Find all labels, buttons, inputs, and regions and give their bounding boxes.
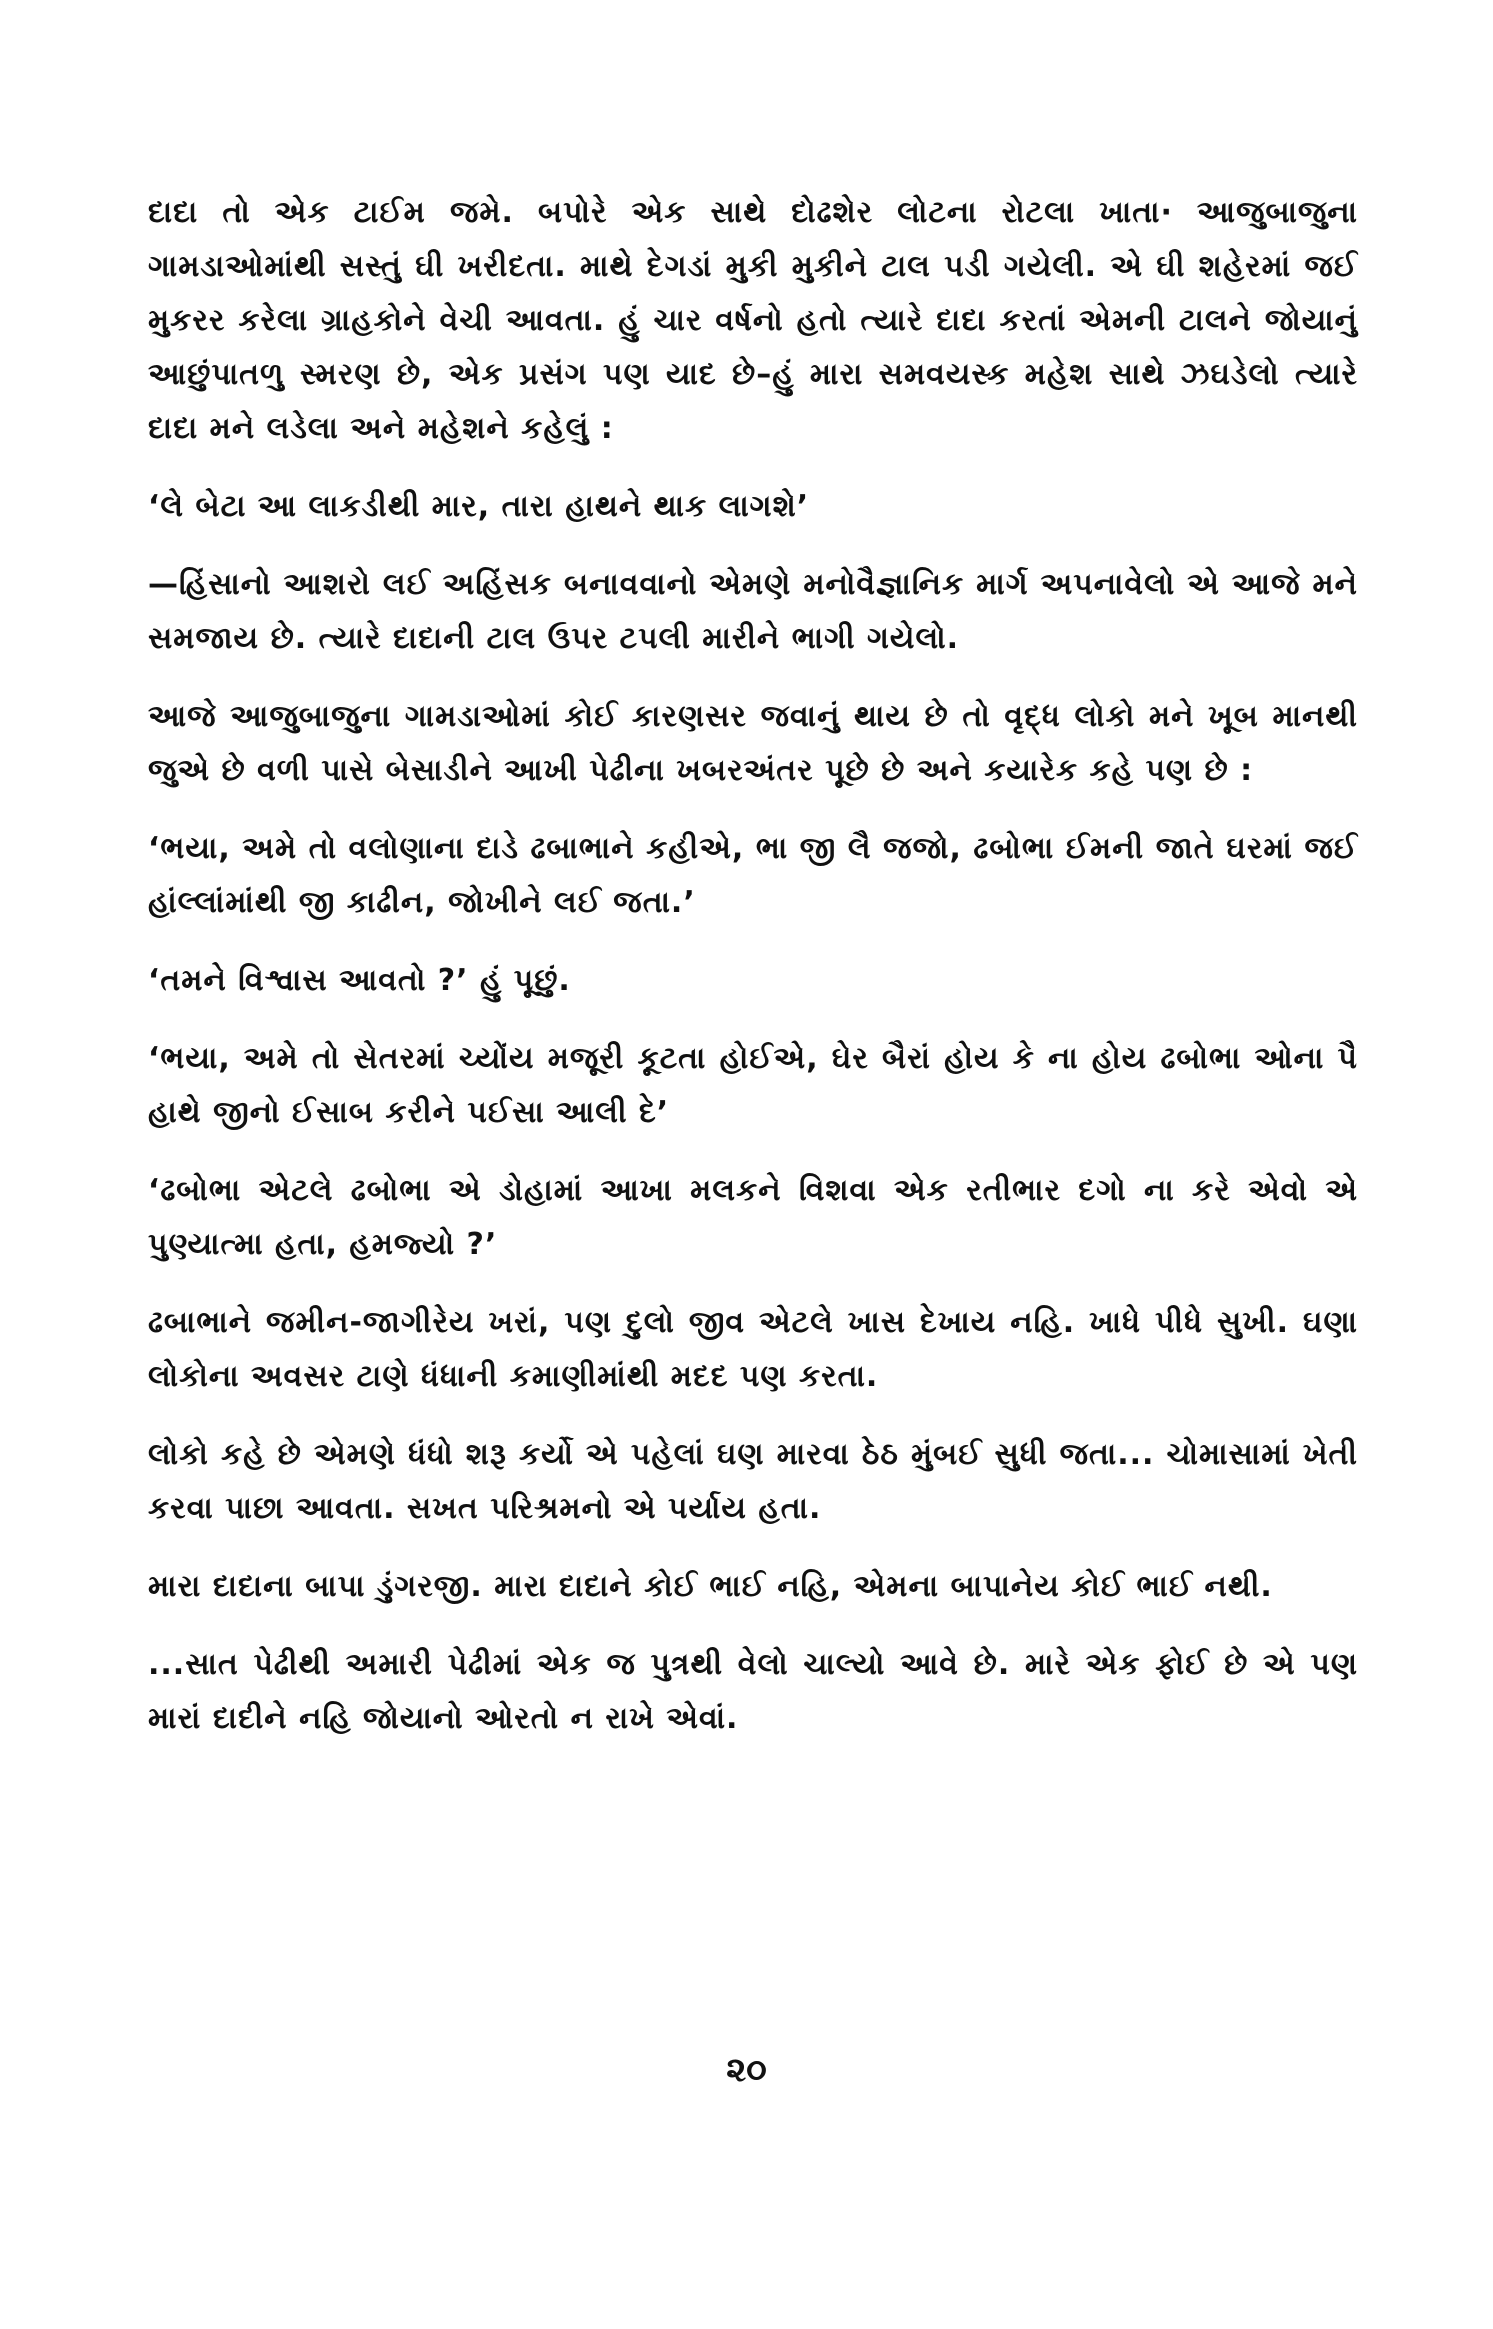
paragraph-8-quote: ‘ઢબોભા એટલે ઢબોભા એ ડોહામાં આખા મલકને વિશવા એક રતીભાર દગો ના કરે એવો એ પુણ્યાત્મા હતા, હમજ્યો ?’ <box>148 1173 1358 1262</box>
page-number: ૨૦ <box>726 2050 767 2090</box>
paragraph-3: —હિંસાનો આશરો લઈ અહિંસક બનાવવાનો એમણે મનોવૈજ્ઞાનિક માર્ગ અપનાવેલો એ આજે મને સમજાય છે. ત્યારે દાદાની ટાલ ઉપર ટપલી મારીને ભાગી ગયેલો. <box>148 567 1358 656</box>
paragraph-9: ઢબાભાને જમીન-જાગીરેય ખરાં, પણ દુલો જીવ એટલે ખાસ દેખાય નહિ. ખાધે પીધે સુખી. ઘણા લોકોના અવસર ટાણે ધંધાની કમાણીમાંથી મદદ પણ કરતા. <box>148 1305 1358 1394</box>
page-body <box>148 186 1358 1746</box>
paragraph-5-quote: ‘ભયા, અમે તો વલોણાના દાડે ઢબાભાને કહીએ, ભા જી લૈ જજો, ઢબોભા ઈમની જાતે ઘરમાં જઈ હાંલ્લાંમાંથી જી કાઢીન, જોખીને લઈ જતા.’ <box>148 831 1358 920</box>
paragraph-1: દાદા તો એક ટાઈમ જમે. બપોરે એક સાથે દોઢશેર લોટના રોટલા ખાતા· આજુબાજુના ગામડાઓમાંથી સસ્તું ઘી ખરીદતા. માથે દેગડાં મુકી મુકીને ટાલ પડી ગયેલી. એ ઘી શહેરમાં જઈ મુકરર કરેલા ગ્રાહકોને વેચી આવતા. હું ચાર વર્ષનો હતો ત્યારે દાદા કરતાં એમની ટાલને જોયાનું આછુંપાતળુ સ્મરણ છે, એક પ્રસંગ પણ યાદ છે–હું મારા સમવયસ્ક મહેશ સાથે ઝઘડેલો ત્યારે દાદા મને લડેલા અને મહેશને કહેલું : <box>148 195 1358 446</box>
paragraph-12: ...સાત પેઢીથી અમારી પેઢીમાં એક જ પુત્રથી વેલો ચાલ્યો આવે છે. મારે એક ફોઈ છે એ પણ મારાં દાદીને નહિ જોયાનો ઓરતો ન રાખે એવાં. <box>148 1647 1358 1736</box>
paragraph-6-quote: ‘તમને વિશ્વાસ આવતો ?’ હું પૂછું. <box>148 963 571 998</box>
paragraph-7-quote: ‘ભયા, અમે તો સેતરમાં ચ્યોંય મજૂરી કૂટતા હોઈએ, ઘેર બૈરાં હોય કે ના હોય ઢબોભા ઓના પૈ હાથે જીનો ઈસાબ કરીને પઈસા આલી દે’ <box>148 1041 1358 1130</box>
paragraph-10: લોકો કહે છે એમણે ધંધો શરૂ કર્યો એ પહેલાં ઘણ મારવા ઠેઠ મુંબઈ સુધી જતા... ચોમાસામાં ખેતી કરવા પાછા આવતા. સખત પરિશ્રમનો એ પર્યાય હતા. <box>148 1437 1358 1526</box>
paragraph-11: મારા દાદાના બાપા ડુંગરજી. મારા દાદાને કોઈ ભાઈ નહિ, એમના બાપાનેય કોઈ ભાઈ નથી. <box>148 1569 1273 1604</box>
paragraph-2-quote: ‘લે બેટા આ લાકડીથી માર, તારા હાથને થાક લાગશે’ <box>148 489 810 524</box>
paragraph-4: આજે આજુબાજુના ગામડાઓમાં કોઈ કારણસર જવાનું થાય છે તો વૃદ્ધ લોકો મને ખૂબ માનથી જુએ છે વળી પાસે બેસાડીને આખી પેઢીના ખબરઅંતર પૂછે છે અને કયારેક કહે પણ છે : <box>148 699 1358 788</box>
